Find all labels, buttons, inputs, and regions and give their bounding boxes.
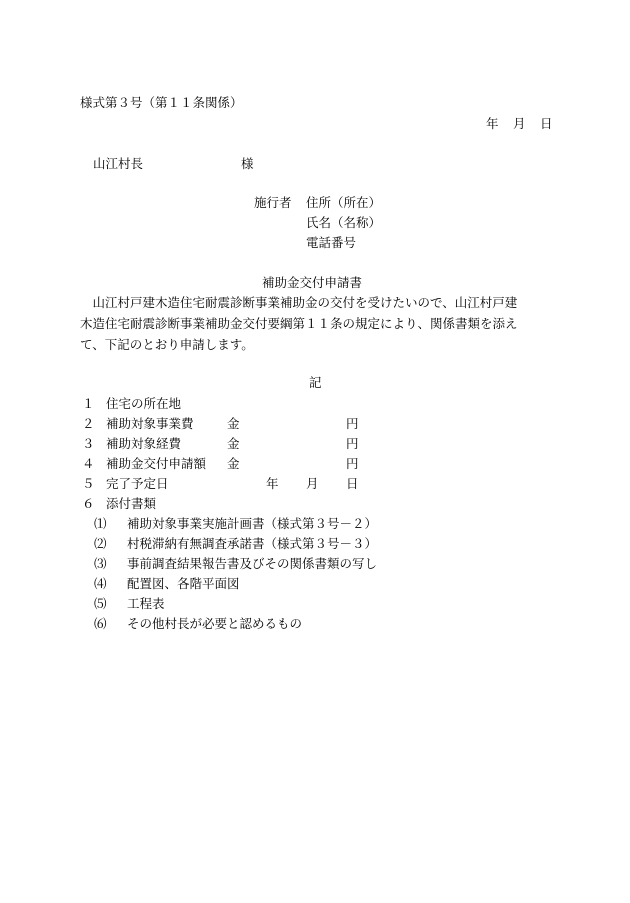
- body-line-1: 山江村戸建木造住宅耐震診断事業補助金の交付を受けたいので、山江村戸建: [80, 295, 518, 310]
- item-2-kin: 金: [227, 416, 240, 431]
- applicant-role: 施行者: [254, 195, 292, 210]
- attachment-5-text: 工程表: [127, 596, 165, 611]
- item-3-label: 補助対象経費: [106, 436, 182, 451]
- item-5-num: ５: [82, 476, 95, 491]
- ki-heading: 記: [309, 375, 322, 390]
- attachment-6-text: その他村長が必要と認めるもの: [127, 616, 303, 631]
- attachment-2-num: ⑵: [94, 536, 107, 551]
- item-3-num: ３: [82, 436, 95, 451]
- item-6-label: 添付書類: [106, 496, 157, 511]
- item-5-day: 日: [346, 476, 359, 491]
- item-2-label: 補助対象事業費: [106, 416, 194, 431]
- document-title: 補助金交付申請書: [262, 275, 363, 290]
- item-3-yen: 円: [346, 436, 359, 451]
- item-5-label: 完了予定日: [106, 476, 169, 491]
- item-2-yen: 円: [346, 416, 359, 431]
- addressee-name: 山江村長: [93, 156, 144, 171]
- attachment-1-text: 補助対象事業実施計画書（様式第３号－２）: [127, 516, 378, 531]
- attachment-1-num: ⑴: [94, 516, 107, 531]
- item-2-num: ２: [82, 416, 95, 431]
- date-year: 年: [486, 116, 499, 131]
- attachment-3-num: ⑶: [94, 556, 107, 571]
- body-line-3: て、下記のとおり申請します。: [80, 337, 254, 352]
- form-number: 様式第３号（第１１条関係）: [80, 95, 243, 110]
- item-3-kin: 金: [227, 436, 240, 451]
- date-day: 日: [540, 116, 553, 131]
- item-4-kin: 金: [227, 456, 240, 471]
- item-6-num: ６: [82, 496, 95, 511]
- applicant-address-label: 住所（所在）: [306, 195, 382, 210]
- item-5-year: 年: [266, 476, 279, 491]
- date-month: 月: [513, 116, 526, 131]
- applicant-name-label: 氏名（名称）: [306, 215, 382, 230]
- body-line-2: 木造住宅耐震診断事業補助金交付要綱第１１条の規定により、関係書類を添え: [80, 316, 518, 331]
- item-4-num: ４: [82, 456, 95, 471]
- item-4-yen: 円: [346, 456, 359, 471]
- attachment-3-text: 事前調査結果報告書及びその関係書類の写し: [127, 556, 378, 571]
- applicant-phone-label: 電話番号: [306, 235, 357, 250]
- addressee-honorific: 様: [241, 156, 254, 171]
- item-1-num: １: [82, 396, 95, 411]
- attachment-4-num: ⑷: [94, 576, 107, 591]
- item-5-month: 月: [306, 476, 319, 491]
- attachment-2-text: 村税滞納有無調査承諾書（様式第３号－３）: [127, 536, 378, 551]
- item-1-label: 住宅の所在地: [106, 396, 182, 411]
- attachment-6-num: ⑹: [94, 616, 107, 631]
- item-4-label: 補助金交付申請額: [106, 456, 207, 471]
- attachment-5-num: ⑸: [94, 596, 107, 611]
- attachment-4-text: 配置図、各階平面図: [127, 576, 240, 591]
